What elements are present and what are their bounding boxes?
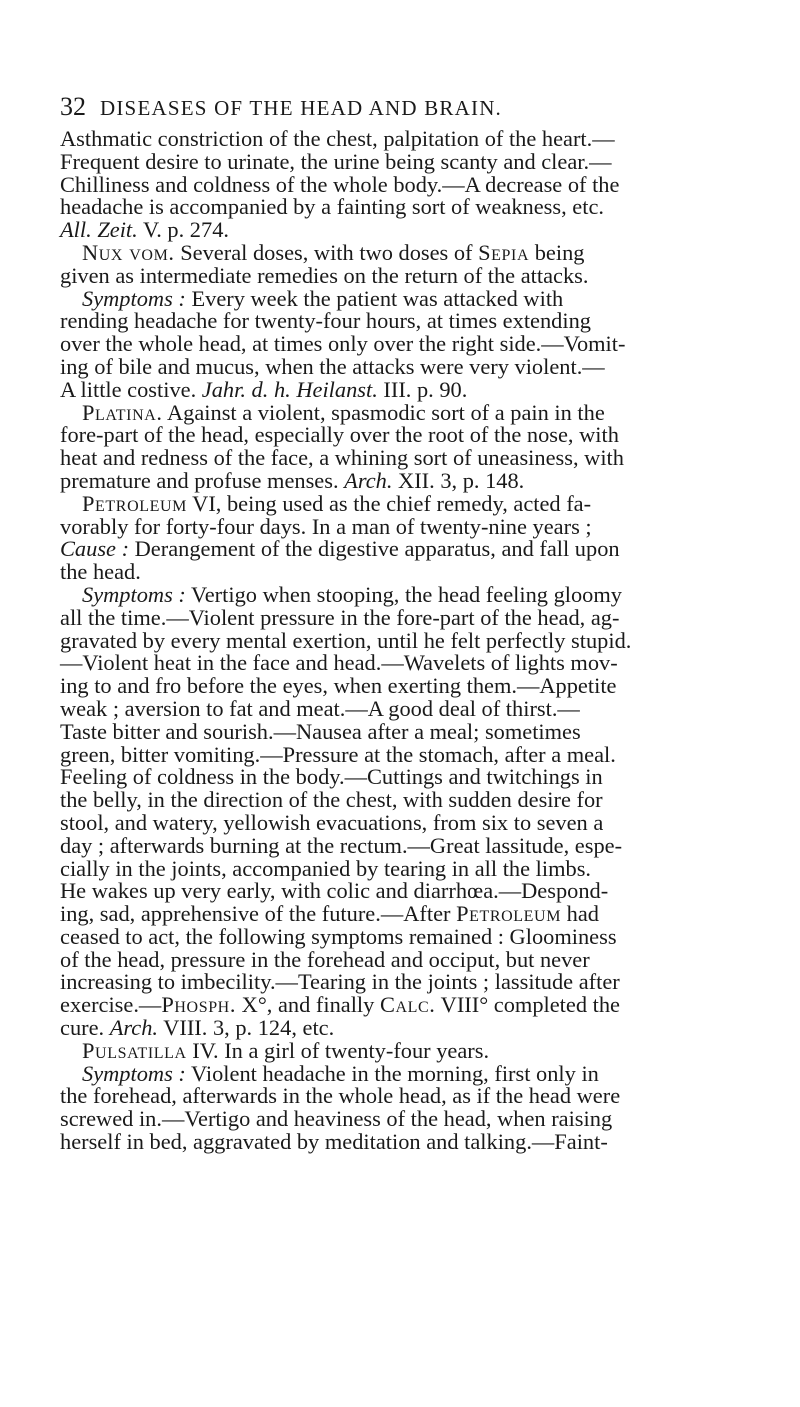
italic-text: Jahr. d. h. Heilanst. (201, 376, 378, 402)
text-segment: cure. (60, 1015, 110, 1041)
text-line (60, 376, 770, 402)
remedy-name: Nux vom. (82, 239, 175, 265)
text-line (60, 1037, 770, 1063)
text-segment: XII. 3, p. 148. (392, 467, 525, 493)
running-head: DISEASES OF THE HEAD AND BRAIN. (100, 96, 503, 120)
text-segment: premature and profuse menses. (60, 467, 345, 493)
text-segment: headache is accompanied by a fainting sort of weakness, etc. (60, 194, 605, 220)
text-line (60, 538, 770, 561)
text-segment: gravated by every mental exertion, until he felt perfectly stupid. (60, 627, 632, 653)
text-line (60, 148, 770, 174)
text-segment: Every week the patient was attacked with (185, 285, 564, 311)
text-segment: VIII. 3, p. 124, etc. (158, 1015, 335, 1041)
italic-text: Symptoms : (82, 581, 186, 607)
text-line (60, 971, 770, 994)
text-line (60, 880, 770, 903)
remedy-name: Pulsatilla (82, 1037, 187, 1063)
text-segment: had (561, 901, 599, 927)
text-line (60, 652, 770, 675)
remedy-name: Petroleum (456, 901, 562, 927)
text-line (60, 219, 770, 242)
italic-text: Arch. (344, 467, 393, 493)
text-line (60, 1108, 770, 1131)
text-segment: of the head, pressure in the forehead and occiput, but never (60, 946, 590, 972)
text-segment: all the time.—Violent pressure in the fore-part of the head, ag- (60, 604, 620, 630)
text-line (60, 903, 770, 926)
text-segment: Taste bitter and sourish.—Nausea after a meal; sometimes (60, 718, 581, 744)
text-segment: ceased to act, the following symptoms remained : Gloominess (60, 923, 617, 949)
text-line (60, 561, 770, 584)
text-segment: herself in bed, aggravated by meditation and talking.—Faint- (60, 1129, 608, 1155)
text-line (60, 855, 770, 881)
italic-text: Symptoms : (82, 1060, 186, 1086)
text-line (60, 789, 770, 812)
text-segment: ing to and fro before the eyes, when exerting them.—Appetite (60, 673, 617, 699)
remedy-name: Petroleum (82, 490, 187, 516)
text-segment: X°, and finally (236, 992, 380, 1018)
text-line (60, 923, 770, 949)
text-line (60, 832, 770, 858)
text-segment: A little costive. (60, 376, 202, 402)
text-line (60, 994, 770, 1017)
text-segment: weak ; aversion to fat and meat.—A good deal of thirst.— (60, 695, 580, 721)
text-line (60, 1060, 770, 1086)
remedy-name: Phosph. (161, 992, 237, 1018)
text-segment: Feeling of coldness in the body.—Cuttings and twitchings in (60, 764, 603, 790)
text-segment: Asthmatic constriction of the chest, palpitation of the heart.— (60, 126, 615, 151)
remedy-name: Platina. (82, 399, 163, 425)
text-segment: Against a violent, spasmodic sort of a pain in the (162, 399, 605, 425)
text-line (60, 513, 770, 539)
text-segment: Violent headache in the morning, first only in (185, 1060, 599, 1086)
text-segment: Vertigo when stooping, the head feeling gloomy (185, 581, 622, 607)
text-line (60, 627, 770, 653)
page-header (60, 92, 780, 126)
text-segment: V. p. 274. (137, 217, 229, 243)
text-segment: III. p. 90. (377, 376, 468, 402)
text-segment: the head. (60, 559, 141, 585)
text-segment: the belly, in the direction of the chest, with sudden desire for (60, 787, 603, 813)
text-line (60, 490, 770, 516)
text-line (60, 239, 770, 265)
text-segment: Derangement of the digestive apparatus, and fall upon (129, 536, 620, 562)
italic-text: Cause : (60, 536, 130, 562)
page-number: 32 (60, 92, 86, 121)
italic-text: Arch. (109, 1015, 159, 1041)
text-segment: day ; afterwards burning at the rectum.—Great lassitude, espe- (60, 832, 623, 858)
text-segment: Frequent desire to urinate, the urine being scanty and clear.— (60, 148, 612, 174)
text-segment: being (529, 239, 585, 265)
text-line (60, 946, 770, 972)
text-segment: over the whole head, at times only over the right side.—Vomit- (60, 331, 626, 357)
text-segment: given as intermediate remedies on the return of the attacks. (60, 262, 589, 288)
text-line (60, 766, 770, 789)
text-line (60, 171, 770, 197)
text-segment: cially in the joints, accompanied by tearing in all the limbs. (60, 855, 592, 881)
text-line (60, 262, 770, 288)
text-segment: increasing to imbecility.—Tearing in the joints ; lassitude after (60, 969, 620, 995)
text-line (60, 581, 770, 607)
text-segment: VI, being used as the chief remedy, acted fa- (186, 490, 592, 516)
italic-text: Symptoms : (82, 285, 186, 311)
text-segment: rending headache for twenty-four hours, at times extending (60, 308, 591, 334)
text-line (60, 467, 770, 493)
text-segment: IV. In a girl of twenty-four years. (186, 1037, 490, 1063)
text-line (60, 447, 770, 470)
text-segment: screwed in.—Vertigo and heaviness of the head, when raising (60, 1106, 613, 1132)
text-segment: VIII° completed the (435, 992, 620, 1018)
text-line (60, 675, 770, 698)
text-segment: He wakes up very early, with colic and diarrhœa.—Despond- (60, 878, 609, 904)
text-segment: fore-part of the head, especially over the root of the nose, with (60, 422, 619, 448)
text-line (60, 695, 770, 721)
text-line (60, 1017, 770, 1040)
remedy-name: Calc. (379, 992, 436, 1018)
text-line (60, 399, 770, 425)
text-segment: —Violent heat in the face and head.—Wavelets of lights mov- (60, 650, 618, 676)
text-segment: the forehead, afterwards in the whole head, as if the head were (60, 1083, 621, 1109)
text-segment: green, bitter vomiting.—Pressure at the stomach, after a meal. (60, 741, 616, 767)
text-line (60, 424, 770, 447)
italic-text: All. Zeit. (60, 217, 138, 243)
text-line (60, 128, 770, 151)
text-segment: stool, and watery, yellowish evacuations, from six to seven a (60, 809, 604, 835)
text-line (60, 809, 770, 835)
text-line (60, 1131, 770, 1154)
text-line (60, 310, 770, 333)
remedy-name: Sepia (478, 239, 530, 265)
body-text (60, 128, 770, 1154)
text-line (60, 285, 770, 311)
text-segment: ing of bile and mucus, when the attacks were very violent.— (60, 353, 605, 379)
text-line (60, 1085, 770, 1108)
text-line (60, 196, 770, 219)
text-segment: vorably for forty-four days. In a man of twenty-nine years ; (60, 513, 592, 539)
text-line (60, 604, 770, 630)
text-segment: Chilliness and coldness of the whole body.—A decrease of the (60, 171, 620, 197)
text-line (60, 741, 770, 767)
text-segment: Several doses, with two doses of (174, 239, 479, 265)
text-line (60, 333, 770, 356)
text-line (60, 353, 770, 379)
text-segment: heat and redness of the face, a whining sort of uneasiness, with (60, 445, 624, 471)
text-segment: ing, sad, apprehensive of the future.—After (60, 901, 457, 927)
text-segment: exercise.— (60, 992, 162, 1018)
text-line (60, 718, 770, 744)
